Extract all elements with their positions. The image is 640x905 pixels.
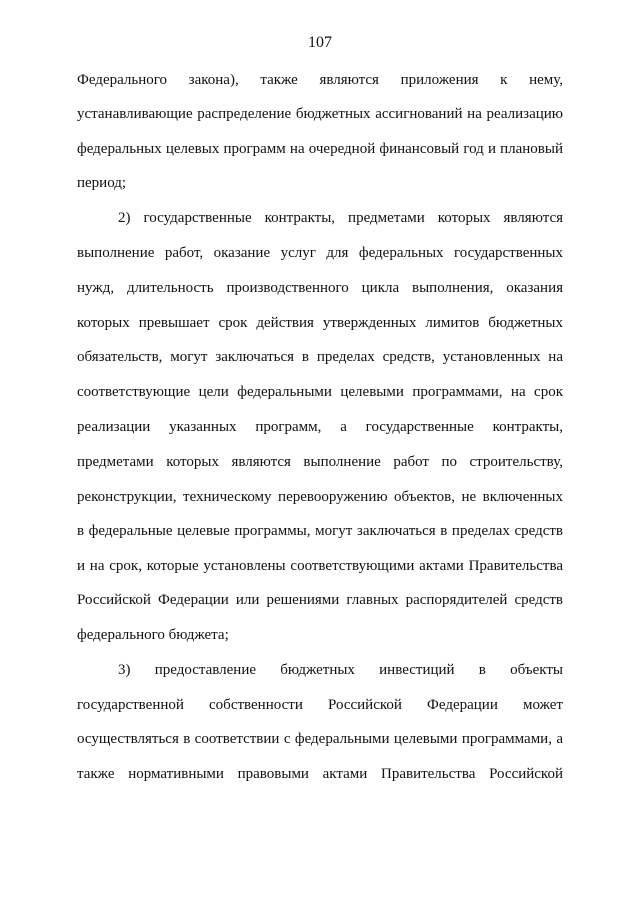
text-line: реализации указанных программ, а государственные контракты,	[77, 419, 563, 435]
text-line: выполнение работ, оказание услуг для федеральных государственных	[77, 245, 563, 261]
text-line: период;	[77, 175, 127, 191]
text-line: 3) предоставление бюджетных инвестиций в объекты	[118, 662, 563, 678]
text-line: предметами которых являются выполнение работ по строительству,	[77, 454, 563, 470]
text-line: нужд, длительность производственного цикла выполнения, оказания	[77, 280, 563, 296]
text-line: и на срок, которые установлены соответствующими актами Правительства	[77, 558, 563, 574]
text-line: которых превышает срок действия утвержденных лимитов бюджетных	[77, 315, 563, 331]
text-line: осуществляться в соответствии с федеральными целевыми программами, а	[77, 731, 563, 747]
text-line: соответствующие цели федеральными целевыми программами, на срок	[77, 384, 563, 400]
text-line: обязательств, могут заключаться в пределах средств, установленных на	[77, 349, 563, 365]
text-line: Российской Федерации или решениями главных распорядителей средств	[77, 592, 563, 608]
page-number: 107	[308, 34, 332, 51]
text-line: в федеральные целевые программы, могут заключаться в пределах средств	[77, 523, 563, 539]
text-line: государственной собственности Российской Федерации может	[77, 697, 563, 713]
text-line: 2) государственные контракты, предметами которых являются	[118, 210, 563, 226]
text-line: Федерального закона), также являются приложения к нему,	[77, 72, 563, 88]
text-line: федерального бюджета;	[77, 627, 229, 643]
text-line: устанавливающие распределение бюджетных ассигнований на реализацию	[77, 106, 563, 122]
text-line: федеральных целевых программ на очередной финансовый год и плановый	[77, 141, 563, 157]
text-line: также нормативными правовыми актами Правительства Российской	[77, 766, 563, 782]
text-line: реконструкции, техническому перевооружению объектов, не включенных	[77, 489, 563, 505]
